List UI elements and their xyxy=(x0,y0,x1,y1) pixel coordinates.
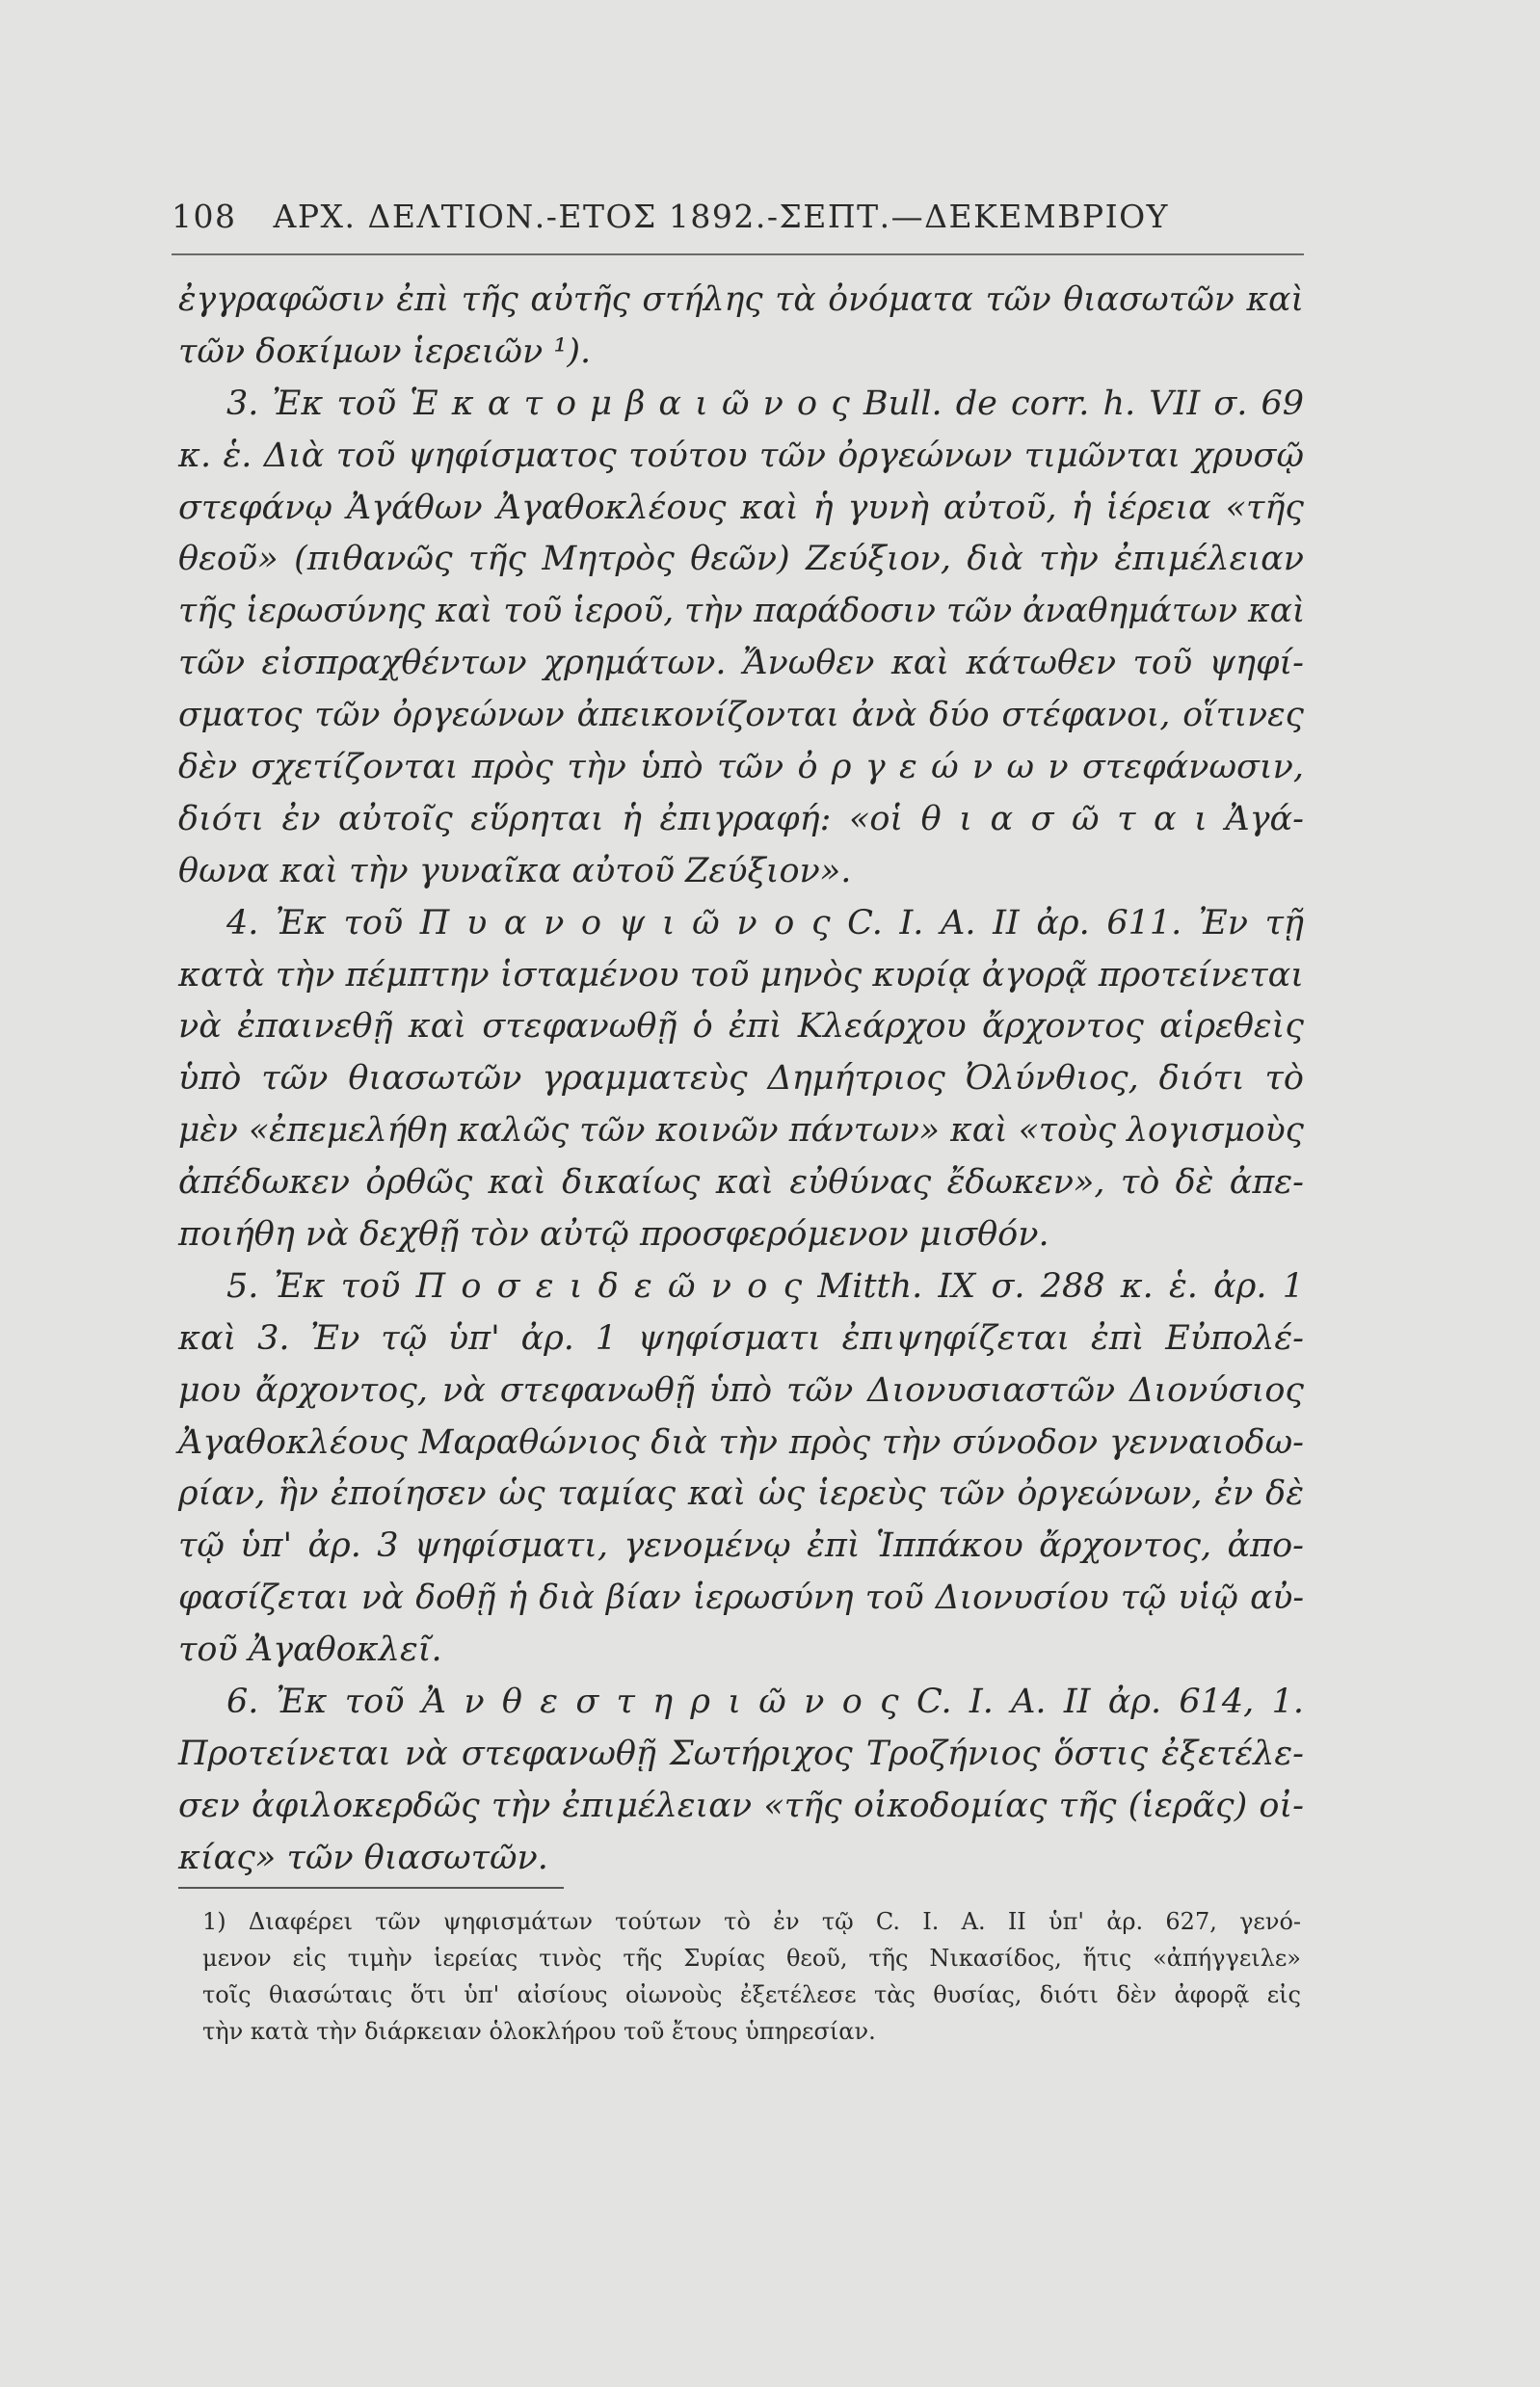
text-line: ὑπὸ τῶν θιασωτῶν γραμματεὺς Δημήτριος Ὀλύνθιος, διότι τὸ xyxy=(178,1059,1304,1099)
text-line: 6. Ἐκ τοῦ Ἀ ν θ ε σ τ η ρ ι ῶ ν ο ς C. I. A. II ἀρ. 614, 1. xyxy=(226,1683,1304,1722)
footnote-rule xyxy=(178,1887,564,1889)
text-line: διότι ἐν αὐτοῖς εὕρηται ἡ ἐπιγραφή: «οἱ θ ι α σ ῶ τ α ι Ἀγά- xyxy=(178,799,1304,838)
text-line: τῷ ὑπ' ἀρ. 3 ψηφίσματι, γενομένῳ ἐπὶ Ἱππάκου ἄρχοντος, ἀπο- xyxy=(178,1526,1304,1566)
text-line: 5. Ἐκ τοῦ Π ο σ ε ι δ ε ῶ ν ο ς Mitth. IX σ. 288 κ. ἑ. ἀρ. 1 xyxy=(226,1266,1304,1306)
text-line: Προτείνεται νὰ στεφανωθῇ Σωτήριχος Τροζήνιος ὅστις ἐξετέλε- xyxy=(178,1734,1304,1773)
text-line: κατὰ τὴν πέμπτην ἱσταμένου τοῦ μηνὸς κυρίᾳ ἀγορᾷ προτείνεται xyxy=(178,955,1304,995)
text-line: δὲν σχετίζονται πρὸς τὴν ὑπὸ τῶν ὀ ρ γ ε ώ ν ω ν στεφάνωσιν, xyxy=(178,748,1304,787)
text-line: καὶ 3. Ἐν τῷ ὑπ' ἀρ. 1 ψηφίσματι ἐπιψηφίζεται ἐπὶ Εὐπολέ- xyxy=(178,1318,1304,1358)
text-line: ἐγγραφῶσιν ἐπὶ τῆς αὐτῆς στήλης τὰ ὀνόματα τῶν θιασωτῶν καὶ xyxy=(178,280,1304,319)
text-line: ρίαν, ἣν ἐποίησεν ὡς ταμίας καὶ ὡς ἱερεὺς τῶν ὀργεώνων, ἐν δὲ xyxy=(178,1474,1304,1514)
text-line: στεφάνῳ Ἀγάθων Ἀγαθοκλέους καὶ ἡ γυνὴ αὐτοῦ, ἡ ἱέρεια «τῆς xyxy=(178,488,1304,527)
text-line: τοῦ Ἀγαθοκλεῖ. xyxy=(178,1631,442,1670)
text-line: μου ἄρχοντος, νὰ στεφανωθῇ ὑπὸ τῶν Διονυσιαστῶν Διονύσιος xyxy=(178,1370,1304,1410)
text-line: νὰ ἐπαινεθῇ καὶ στεφανωθῇ ὁ ἐπὶ Κλεάρχου ἄρχοντος αἱρεθεὶς xyxy=(178,1007,1304,1047)
page-number: 108 xyxy=(172,198,237,235)
footnote-line: τὴν κατὰ τὴν διάρκειαν ὁλοκλήρου τοῦ ἔτους ὑπηρεσίαν. xyxy=(202,2018,876,2045)
text-line: κίας» τῶν θιασωτῶν. xyxy=(178,1838,548,1877)
text-line: ἀπέδωκεν ὀρθῶς καὶ δικαίως καὶ εὐθύνας ἔδωκεν», τὸ δὲ ἀπε- xyxy=(178,1163,1304,1203)
running-header xyxy=(172,198,1304,235)
text-line: μὲν «ἐπεμελήθη καλῶς τῶν κοινῶν πάντων» καὶ «τοὺς λογισμοὺς xyxy=(178,1111,1304,1151)
footnote-line: μενον εἰς τιμὴν ἱερείας τινὸς τῆς Συρίας θεοῦ, τῆς Νικασίδος, ἥτις «ἀπήγγειλε» xyxy=(202,1945,1301,1972)
body-text xyxy=(178,275,1304,1885)
text-line: τῶν δοκίμων ἱερειῶν ¹). xyxy=(178,332,592,371)
text-line: τῶν εἰσπραχθέντων χρημάτων. Ἄνωθεν καὶ κάτωθεν τοῦ ψηφί- xyxy=(178,644,1304,683)
running-title: ΑΡΧ. ΔΕΛΤΙΟΝ.-ΕΤΟΣ 1892.-ΣΕΠΤ.—ΔΕΚΕΜΒΡΙΟΥ xyxy=(273,198,1169,235)
text-line: Ἀγαθοκλέους Μαραθώνιος διὰ τὴν πρὸς τὴν σύνοδον γενναιοδω- xyxy=(178,1422,1304,1462)
footnote xyxy=(202,1903,1301,2050)
footnote-line: τοῖς θιασώταις ὅτι ὑπ' αἰσίους οἰωνοὺς ἐξετέλεσε τὰς θυσίας, διότι δὲν ἀφορᾷ εἰς xyxy=(202,1981,1301,2008)
text-line: 4. Ἐκ τοῦ Π υ α ν ο ψ ι ῶ ν ο ς C. I. A. II ἀρ. 611. Ἐν τῇ xyxy=(226,903,1304,942)
footnote-line: 1) Διαφέρει τῶν ψηφισμάτων τούτων τὸ ἐν τῷ C. I. A. II ὑπ' ἀρ. 627, γενό- xyxy=(202,1908,1301,1935)
text-line: ποιήθη νὰ δεχθῇ τὸν αὐτῷ προσφερόμενον μισθόν. xyxy=(178,1215,1049,1255)
text-line: σεν ἀφιλοκερδῶς τὴν ἐπιμέλειαν «τῆς οἰκοδομίας τῆς (ἱερᾶς) οἰ- xyxy=(178,1786,1304,1825)
text-line: σματος τῶν ὀργεώνων ἀπεικονίζονται ἀνὰ δύο στέφανοι, οἵτινες xyxy=(178,696,1304,735)
text-line: 3. Ἐκ τοῦ Ἑ κ α τ ο μ β α ι ῶ ν ο ς Bull. de corr. h. VII σ. 69 xyxy=(226,384,1304,423)
text-line: κ. ἑ. Διὰ τοῦ ψηφίσματος τούτου τῶν ὀργεώνων τιμῶνται χρυσῷ xyxy=(178,436,1304,475)
text-line: θεοῦ» (πιθανῶς τῆς Μητρὸς θεῶν) Ζεύξιον, διὰ τὴν ἐπιμέλειαν xyxy=(178,540,1304,579)
text-line: τῆς ἱερωσύνης καὶ τοῦ ἱεροῦ, τὴν παράδοσιν τῶν ἀναθημάτων καὶ xyxy=(178,592,1306,631)
text-line: θωνα καὶ τὴν γυναῖκα αὐτοῦ Ζεύξιον». xyxy=(178,851,852,890)
header-rule xyxy=(172,253,1304,255)
text-line: φασίζεται νὰ δοθῇ ἡ διὰ βίαν ἱερωσύνη τοῦ Διονυσίου τῷ υἱῷ αὐ- xyxy=(178,1578,1304,1618)
